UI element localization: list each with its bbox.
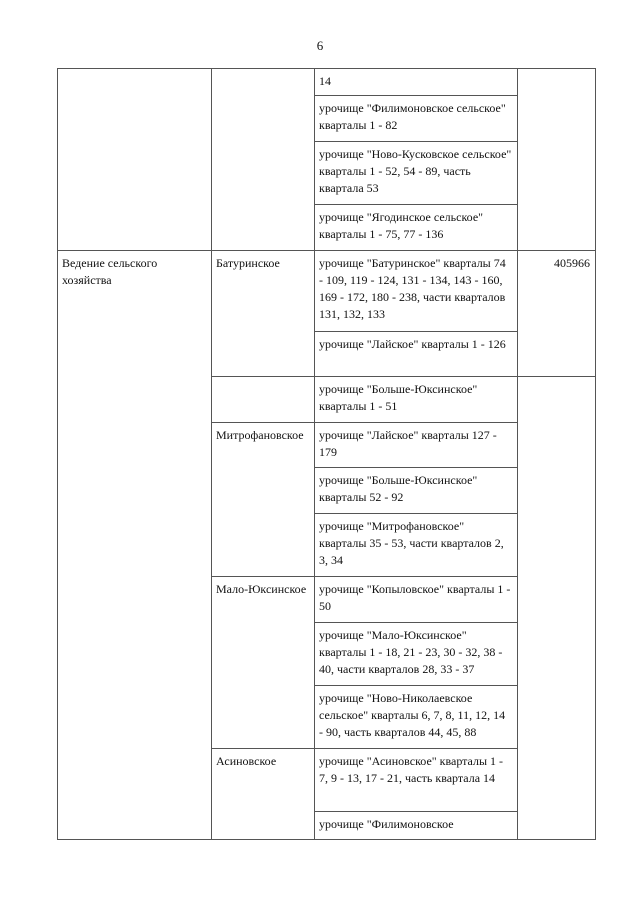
table-row <box>58 69 596 96</box>
location-cell: урочище "Ново-Кусковское сельское" кварталы 1 - 52, 54 - 89, часть квартала 53 <box>315 142 518 205</box>
location-cell: урочище "Филимоновское сельское" кварталы 1 - 82 <box>315 96 518 142</box>
location-cell: урочище "Ягодинское сельское" кварталы 1 - 75, 77 - 136 <box>315 205 518 251</box>
purpose-cell: Ведение сельского хозяйства <box>58 251 212 840</box>
settlement-cell: Мало-Юксинское <box>212 577 315 749</box>
location-cell: урочище "Филимоновское <box>315 812 518 840</box>
location-cell: урочище "Батуринское" кварталы 74 - 109, 119 - 124, 131 - 134, 143 - 160, 169 - 172, 180 - 238, части кварталов 131, 132, 133 <box>315 251 518 332</box>
location-cell: 14 <box>315 69 518 96</box>
location-cell: урочище "Митрофановское" кварталы 35 - 53, части кварталов 2, 3, 34 <box>315 514 518 577</box>
location-cell: урочище "Ново-Николаевское сельское" кварталы 6, 7, 8, 11, 12, 14 - 90, часть кварталов 44, 45, 88 <box>315 686 518 749</box>
location-cell: урочище "Копыловское" кварталы 1 - 50 <box>315 577 518 623</box>
settlement-cell: Батуринское <box>212 251 315 377</box>
page-number: 6 <box>316 38 324 53</box>
location-cell: урочище "Мало-Юксинское" кварталы 1 - 18, 21 - 23, 30 - 32, 38 - 40, части кварталов 28, 33 - 37 <box>315 623 518 686</box>
table-row <box>58 251 596 332</box>
location-cell: урочище "Лайское" кварталы 1 - 126 <box>315 332 518 377</box>
settlement-cell <box>212 377 315 423</box>
settlement-cell: Асиновское <box>212 749 315 840</box>
area-cell <box>518 377 596 840</box>
location-cell: урочище "Лайское" кварталы 127 - 179 <box>315 423 518 468</box>
land-use-table <box>57 68 596 840</box>
settlement-cell <box>212 69 315 251</box>
area-cell <box>518 69 596 251</box>
location-cell: урочище "Асиновское" кварталы 1 - 7, 9 - 13, 17 - 21, часть квартала 14 <box>315 749 518 812</box>
location-cell: урочище "Больше-Юксинское" кварталы 1 - 51 <box>315 377 518 423</box>
area-cell: 405966 <box>518 251 596 377</box>
location-cell: урочище "Больше-Юксинское" кварталы 52 - 92 <box>315 468 518 514</box>
settlement-cell: Митрофановское <box>212 423 315 577</box>
purpose-cell <box>58 69 212 251</box>
